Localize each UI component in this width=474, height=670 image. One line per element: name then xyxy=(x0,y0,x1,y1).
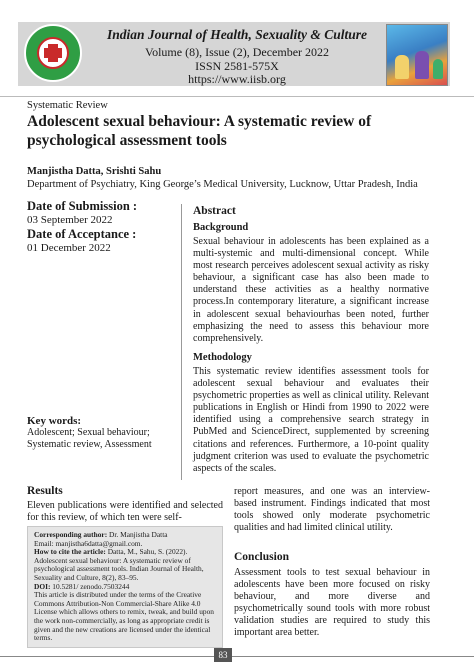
conclusion-heading: Conclusion xyxy=(234,551,289,563)
submission-label: Date of Submission : xyxy=(27,199,138,213)
corresponding-name: Dr. Manjistha Datta xyxy=(109,530,168,539)
doi-value[interactable]: 10.5281/ zenodo.7503244 xyxy=(52,581,130,591)
article-affiliation: Department of Psychiatry, King George’s Medical University, Lucknow, Uttar Pradesh, India xyxy=(27,179,418,190)
journal-url[interactable]: https://www.iisb.org xyxy=(188,72,286,86)
methodology-section xyxy=(193,352,429,475)
footer-divider xyxy=(0,656,474,657)
conclusion-section xyxy=(234,551,430,640)
column-divider xyxy=(181,204,182,480)
license-text: This article is distributed under the terms of the Creative Commons Attribution-Non Commercial-Share Alike 4.0 License which allows others to remix, tweak, and build upon the work non-commercially, as long as appropriate credit is given and the new creations are licensed under the identical terms. xyxy=(34,590,215,643)
doi-label: DOI: xyxy=(34,581,51,591)
abstract-heading-block xyxy=(193,205,429,217)
journal-issn: ISSN 2581-575X xyxy=(195,59,279,73)
methodology-heading: Methodology xyxy=(193,352,252,363)
journal-logo-icon xyxy=(24,24,82,82)
keywords-text: Adolescent; Sexual behaviour; Systematic review, Assessment xyxy=(27,427,152,450)
acceptance-date: 01 December 2022 xyxy=(27,242,111,254)
article-type: Systematic Review xyxy=(27,100,108,111)
results-continued-block xyxy=(234,486,430,534)
methodology-text: This systematic review identifies assessment tools for adolescent sexual behaviour and evaluates their psychometric properties as well as clinical utility. Relevant publications in English or Hindi from 1990 to 2022 were identified using a comprehensive search strategy in PubMed and ScienceDirect, supplemented by screening citations and references. Furthermore, a 10-point quality judgment criterion was used to evaluate the psychometric aspects of the scales. xyxy=(193,366,429,474)
conclusion-text: Assessment tools to test sexual behaviour in adolescents have been more focused on risky behaviour, and more diverse and psychometrically sound tools with more robust validation studies are required to study this important area better. xyxy=(234,567,430,639)
journal-title: Indian Journal of Health, Sexuality & Culture xyxy=(107,27,367,42)
article-authors: Manjistha Datta, Srishti Sahu xyxy=(27,166,162,177)
corresponding-email[interactable]: Email: manjistha6datta@gmail.com. xyxy=(34,538,143,548)
article-info-box xyxy=(27,526,223,648)
header-divider xyxy=(0,96,474,97)
cite-label: How to cite the article: xyxy=(34,547,106,557)
submission-date: 03 September 2022 xyxy=(27,214,113,226)
background-text: Sexual behaviour in adolescents has been explained as a multi-systemic and multi-dimensional concept. While most research perceives adolescent sexual activity as risky behaviour, a significant case has also been made to understand these activities as a healthy normative process.In contemporary literature, a significant increase in adolescent sexual behaviourhas been noted, further emphasizing the need to assess this behaviour more comprehensively. xyxy=(193,236,429,344)
results-continued-text: report measures, and one was an interview-based instrument. Findings indicated that most tools showed only moderate psychometric qualities and had limited clinical utility. xyxy=(234,486,430,534)
background-section xyxy=(193,222,429,345)
keywords-block xyxy=(27,415,177,451)
background-heading: Background xyxy=(193,222,249,233)
results-heading: Results xyxy=(27,485,63,497)
keywords-label: Key words: xyxy=(27,415,82,427)
journal-volume-issue: Volume (8), Issue (2), December 2022 xyxy=(144,45,330,59)
page-number: 83 xyxy=(214,648,232,662)
corresponding-label: Corresponding author: xyxy=(34,530,108,539)
journal-cover-image xyxy=(386,24,448,86)
results-text: Eleven publications were identified and selected for this review, of which ten were self- xyxy=(27,500,223,523)
article-title: Adolescent sexual behaviour: A systematic review of psychological assessment tools xyxy=(27,113,372,149)
acceptance-label: Date of Acceptance : xyxy=(27,227,137,241)
dates-block xyxy=(27,199,137,255)
abstract-heading: Abstract xyxy=(193,205,236,217)
cite-text: Datta, M., Sahu, S. (2022). Adolescent sexual behaviour: A systematic review of psychological assessment tools. Indian Journal of Health, Sexuality and Culture, 8(2), 83–95. xyxy=(34,547,204,582)
